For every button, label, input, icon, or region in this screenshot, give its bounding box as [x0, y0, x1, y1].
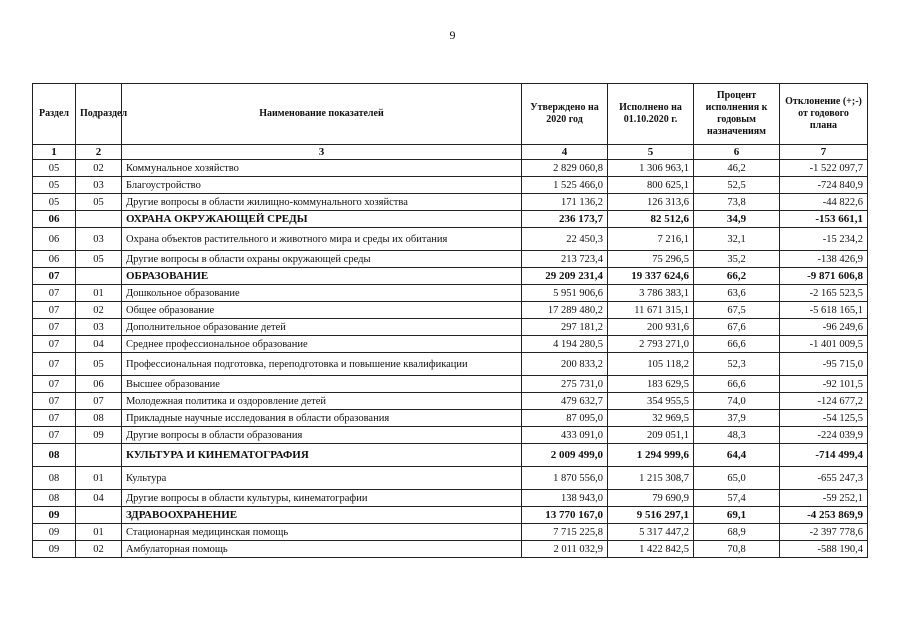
cell-approved: 2 009 499,0 — [522, 444, 608, 467]
cell-approved: 171 136,2 — [522, 194, 608, 211]
column-number: 4 — [522, 145, 608, 160]
cell-section: 06 — [33, 228, 76, 251]
cell-deviation: -724 840,9 — [780, 177, 868, 194]
cell-name: Другие вопросы в области культуры, кинематографии — [122, 490, 522, 507]
cell-executed: 32 969,5 — [608, 410, 694, 427]
table-row — [33, 541, 868, 558]
cell-subsection: 05 — [76, 353, 122, 376]
cell-percent: 46,2 — [694, 160, 780, 177]
cell-subsection — [76, 268, 122, 285]
cell-approved: 297 181,2 — [522, 319, 608, 336]
cell-deviation: -9 871 606,8 — [780, 268, 868, 285]
cell-deviation: -92 101,5 — [780, 376, 868, 393]
cell-approved: 236 173,7 — [522, 211, 608, 228]
column-number: 6 — [694, 145, 780, 160]
cell-subsection: 03 — [76, 319, 122, 336]
cell-percent: 70,8 — [694, 541, 780, 558]
cell-name: Дошкольное образование — [122, 285, 522, 302]
cell-name: Среднее профессиональное образование — [122, 336, 522, 353]
cell-section: 07 — [33, 268, 76, 285]
cell-name: Молодежная политика и оздоровление детей — [122, 393, 522, 410]
cell-name: ЗДРАВООХРАНЕНИЕ — [122, 507, 522, 524]
cell-subsection: 02 — [76, 302, 122, 319]
table-row — [33, 302, 868, 319]
cell-name: Благоустройство — [122, 177, 522, 194]
cell-subsection: 02 — [76, 541, 122, 558]
cell-approved: 4 194 280,5 — [522, 336, 608, 353]
cell-executed: 126 313,6 — [608, 194, 694, 211]
column-number: 1 — [33, 145, 76, 160]
cell-approved: 1 525 466,0 — [522, 177, 608, 194]
cell-name: Общее образование — [122, 302, 522, 319]
cell-deviation: -4 253 869,9 — [780, 507, 868, 524]
header-section: Раздел — [33, 84, 76, 145]
cell-approved: 5 951 906,6 — [522, 285, 608, 302]
cell-deviation: -15 234,2 — [780, 228, 868, 251]
table-row — [33, 376, 868, 393]
cell-percent: 68,9 — [694, 524, 780, 541]
table-row — [33, 177, 868, 194]
cell-subsection — [76, 211, 122, 228]
table-section-row — [33, 444, 868, 467]
cell-name: Высшее образование — [122, 376, 522, 393]
header-subsection: Подраздел — [76, 84, 122, 145]
cell-executed: 1 294 999,6 — [608, 444, 694, 467]
cell-approved: 13 770 167,0 — [522, 507, 608, 524]
cell-percent: 66,6 — [694, 336, 780, 353]
cell-name: Амбулаторная помощь — [122, 541, 522, 558]
header-approved: Утверждено на 2020 год — [522, 84, 608, 145]
cell-subsection: 04 — [76, 490, 122, 507]
header-percent: Процент исполнения к годовым назначениям — [694, 84, 780, 145]
table-row — [33, 228, 868, 251]
cell-section: 06 — [33, 211, 76, 228]
cell-percent: 64,4 — [694, 444, 780, 467]
cell-approved: 17 289 480,2 — [522, 302, 608, 319]
cell-executed: 183 629,5 — [608, 376, 694, 393]
cell-deviation: -1 401 009,5 — [780, 336, 868, 353]
table-row — [33, 336, 868, 353]
cell-percent: 34,9 — [694, 211, 780, 228]
cell-deviation: -588 190,4 — [780, 541, 868, 558]
cell-percent: 66,6 — [694, 376, 780, 393]
cell-executed: 2 793 271,0 — [608, 336, 694, 353]
cell-deviation: -224 039,9 — [780, 427, 868, 444]
cell-subsection — [76, 444, 122, 467]
cell-percent: 67,6 — [694, 319, 780, 336]
cell-percent: 63,6 — [694, 285, 780, 302]
cell-executed: 354 955,5 — [608, 393, 694, 410]
cell-subsection: 01 — [76, 285, 122, 302]
cell-executed: 200 931,6 — [608, 319, 694, 336]
cell-executed: 9 516 297,1 — [608, 507, 694, 524]
cell-percent: 69,1 — [694, 507, 780, 524]
column-number: 5 — [608, 145, 694, 160]
cell-section: 08 — [33, 467, 76, 490]
cell-section: 09 — [33, 541, 76, 558]
cell-approved: 29 209 231,4 — [522, 268, 608, 285]
cell-deviation: -124 677,2 — [780, 393, 868, 410]
cell-deviation: -95 715,0 — [780, 353, 868, 376]
page-number: 9 — [449, 28, 456, 42]
header-name: Наименование показателей — [122, 84, 522, 145]
cell-subsection: 07 — [76, 393, 122, 410]
cell-approved: 1 870 556,0 — [522, 467, 608, 490]
cell-approved: 2 011 032,9 — [522, 541, 608, 558]
cell-section: 05 — [33, 177, 76, 194]
column-number: 7 — [780, 145, 868, 160]
cell-section: 07 — [33, 410, 76, 427]
cell-executed: 5 317 447,2 — [608, 524, 694, 541]
cell-percent: 66,2 — [694, 268, 780, 285]
cell-executed: 11 671 315,1 — [608, 302, 694, 319]
table-row — [33, 427, 868, 444]
cell-percent: 35,2 — [694, 251, 780, 268]
cell-section: 09 — [33, 524, 76, 541]
cell-percent: 52,3 — [694, 353, 780, 376]
cell-section: 07 — [33, 302, 76, 319]
cell-name: ОБРАЗОВАНИЕ — [122, 268, 522, 285]
cell-section: 06 — [33, 251, 76, 268]
cell-executed: 1 422 842,5 — [608, 541, 694, 558]
cell-subsection: 04 — [76, 336, 122, 353]
cell-approved: 275 731,0 — [522, 376, 608, 393]
cell-percent: 52,5 — [694, 177, 780, 194]
table-row — [33, 353, 868, 376]
cell-deviation: -2 397 778,6 — [780, 524, 868, 541]
table-row — [33, 467, 868, 490]
cell-section: 05 — [33, 194, 76, 211]
budget-execution-table — [32, 83, 868, 558]
cell-subsection: 06 — [76, 376, 122, 393]
cell-section: 07 — [33, 427, 76, 444]
cell-section: 07 — [33, 319, 76, 336]
cell-deviation: -138 426,9 — [780, 251, 868, 268]
cell-deviation: -2 165 523,5 — [780, 285, 868, 302]
cell-name: Коммунальное хозяйство — [122, 160, 522, 177]
cell-name: Культура — [122, 467, 522, 490]
cell-name: Охрана объектов растительного и животного мира и среды их обитания — [122, 228, 522, 251]
cell-executed: 79 690,9 — [608, 490, 694, 507]
cell-section: 09 — [33, 507, 76, 524]
cell-subsection: 03 — [76, 228, 122, 251]
cell-executed: 75 296,5 — [608, 251, 694, 268]
cell-executed: 105 118,2 — [608, 353, 694, 376]
cell-section: 07 — [33, 393, 76, 410]
cell-approved: 2 829 060,8 — [522, 160, 608, 177]
cell-section: 07 — [33, 376, 76, 393]
cell-deviation: -153 661,1 — [780, 211, 868, 228]
cell-subsection: 02 — [76, 160, 122, 177]
cell-deviation: -5 618 165,1 — [780, 302, 868, 319]
cell-subsection: 03 — [76, 177, 122, 194]
cell-subsection: 08 — [76, 410, 122, 427]
cell-subsection: 01 — [76, 467, 122, 490]
cell-percent: 32,1 — [694, 228, 780, 251]
cell-section: 07 — [33, 336, 76, 353]
column-number-row — [33, 145, 868, 160]
table-row — [33, 490, 868, 507]
cell-name: КУЛЬТУРА И КИНЕМАТОГРАФИЯ — [122, 444, 522, 467]
cell-name: Стационарная медицинская помощь — [122, 524, 522, 541]
table-body — [33, 160, 868, 558]
table-row — [33, 251, 868, 268]
table-header-row — [33, 84, 868, 145]
cell-executed: 82 512,6 — [608, 211, 694, 228]
cell-deviation: -655 247,3 — [780, 467, 868, 490]
table-row — [33, 194, 868, 211]
cell-percent: 74,0 — [694, 393, 780, 410]
table-row — [33, 160, 868, 177]
cell-executed: 3 786 383,1 — [608, 285, 694, 302]
cell-deviation: -54 125,5 — [780, 410, 868, 427]
cell-deviation: -59 252,1 — [780, 490, 868, 507]
cell-deviation: -714 499,4 — [780, 444, 868, 467]
cell-approved: 200 833,2 — [522, 353, 608, 376]
cell-name: Дополнительное образование детей — [122, 319, 522, 336]
cell-percent: 57,4 — [694, 490, 780, 507]
cell-executed: 209 051,1 — [608, 427, 694, 444]
cell-section: 07 — [33, 285, 76, 302]
cell-name: Профессиональная подготовка, переподготовка и повышение квалификации — [122, 353, 522, 376]
cell-section: 08 — [33, 490, 76, 507]
table-row — [33, 285, 868, 302]
cell-percent: 65,0 — [694, 467, 780, 490]
cell-deviation: -1 522 097,7 — [780, 160, 868, 177]
column-number: 3 — [122, 145, 522, 160]
cell-name: Другие вопросы в области охраны окружающей среды — [122, 251, 522, 268]
cell-subsection — [76, 507, 122, 524]
table-row — [33, 393, 868, 410]
header-deviation: Отклонение (+;-) от годового плана — [780, 84, 868, 145]
cell-executed: 1 306 963,1 — [608, 160, 694, 177]
cell-approved: 433 091,0 — [522, 427, 608, 444]
cell-executed: 19 337 624,6 — [608, 268, 694, 285]
cell-deviation: -44 822,6 — [780, 194, 868, 211]
table-row — [33, 319, 868, 336]
cell-name: ОХРАНА ОКРУЖАЮЩЕЙ СРЕДЫ — [122, 211, 522, 228]
cell-percent: 48,3 — [694, 427, 780, 444]
cell-subsection: 01 — [76, 524, 122, 541]
cell-executed: 7 216,1 — [608, 228, 694, 251]
cell-approved: 22 450,3 — [522, 228, 608, 251]
cell-approved: 213 723,4 — [522, 251, 608, 268]
cell-executed: 1 215 308,7 — [608, 467, 694, 490]
cell-subsection: 05 — [76, 251, 122, 268]
cell-approved: 7 715 225,8 — [522, 524, 608, 541]
cell-approved: 138 943,0 — [522, 490, 608, 507]
cell-section: 08 — [33, 444, 76, 467]
table-section-row — [33, 507, 868, 524]
cell-name: Другие вопросы в области образования — [122, 427, 522, 444]
cell-approved: 87 095,0 — [522, 410, 608, 427]
cell-executed: 800 625,1 — [608, 177, 694, 194]
cell-subsection: 09 — [76, 427, 122, 444]
cell-percent: 67,5 — [694, 302, 780, 319]
cell-percent: 73,8 — [694, 194, 780, 211]
cell-approved: 479 632,7 — [522, 393, 608, 410]
cell-percent: 37,9 — [694, 410, 780, 427]
cell-subsection: 05 — [76, 194, 122, 211]
cell-deviation: -96 249,6 — [780, 319, 868, 336]
cell-name: Прикладные научные исследования в области образования — [122, 410, 522, 427]
table-row — [33, 410, 868, 427]
table-section-row — [33, 268, 868, 285]
table-section-row — [33, 211, 868, 228]
cell-section: 07 — [33, 353, 76, 376]
cell-name: Другие вопросы в области жилищно-коммунального хозяйства — [122, 194, 522, 211]
header-executed: Исполнено на 01.10.2020 г. — [608, 84, 694, 145]
cell-section: 05 — [33, 160, 76, 177]
table-row — [33, 524, 868, 541]
column-number: 2 — [76, 145, 122, 160]
